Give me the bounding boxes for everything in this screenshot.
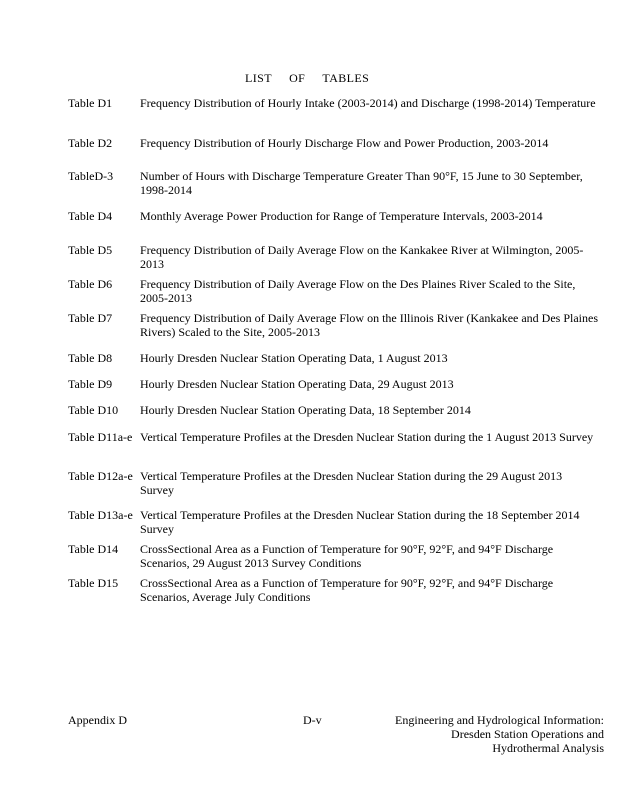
table-title: Hourly Dresden Nuclear Station Operating Data, 29 August 2013 [140,377,454,391]
table-title: Number of Hours with Discharge Temperature Greater Than 90°F, 15 June to 30 September, 1998-2014 [140,169,583,197]
table-title: Vertical Temperature Profiles at the Dresden Nuclear Station during the 29 August 2013 Survey [140,469,563,497]
table-title: Hourly Dresden Nuclear Station Operating Data, 1 August 2013 [140,351,448,365]
table-label: Table D15 [68,576,119,590]
table-label: Table D1 [68,96,113,110]
table-label: Table D6 [68,277,113,291]
table-title: CrossSectional Area as a Function of Temperature for 90°F, 92°F, and 94°F Discharge Scenarios, 29 August 2013 Survey Conditions [140,542,554,570]
table-label: Table D9 [68,377,113,391]
table-title: Hourly Dresden Nuclear Station Operating Data, 18 September 2014 [140,403,471,417]
table-entry-d1[interactable] [68,96,598,110]
table-label: Table D11a-e [68,430,133,444]
table-title: Vertical Temperature Profiles at the Dresden Nuclear Station during the 18 September 2014 Survey [140,508,580,536]
table-label: Table D5 [68,243,113,257]
table-entry-d10[interactable] [68,403,598,417]
table-label: Table D14 [68,542,119,556]
table-label: Table D7 [68,311,113,325]
table-title: Frequency Distribution of Hourly Intake (2003-2014) and Discharge (1998-2014) Temperature [140,96,596,110]
table-title: Frequency Distribution of Daily Average Flow on the Kankakee River at Wilmington, 2005-2013 [140,243,584,271]
footer-appendix: Appendix D [68,713,127,727]
table-entry-d9[interactable] [68,377,598,391]
table-title: Frequency Distribution of Daily Average Flow on the Illinois River (Kankakee and Des Plaines Rivers) Scaled to the Site, 2005-2013 [140,311,599,339]
table-entry-d2[interactable] [68,136,598,150]
table-entry-d4[interactable] [68,209,598,223]
table-title: Vertical Temperature Profiles at the Dresden Nuclear Station during the 1 August 2013 Survey [140,430,594,444]
table-entry-d12[interactable] [68,469,598,497]
table-entry-d6[interactable] [68,277,598,305]
table-label: Table D12a-e [68,469,133,483]
table-label: Table D4 [68,209,113,223]
footer-page-number: D-v [303,713,322,727]
table-entry-d14[interactable] [68,542,598,570]
footer-title-line: Dresden Station Operations and [451,727,604,741]
table-label: TableD-3 [68,169,114,183]
table-entry-d15[interactable] [68,576,598,604]
table-entry-d3[interactable] [68,169,598,197]
table-label: Table D13a-e [68,508,133,522]
footer-title-line: Hydrothermal Analysis [492,741,604,755]
footer-document-title [360,713,604,755]
table-entry-d5[interactable] [68,243,598,271]
table-entry-d7[interactable] [68,311,598,339]
table-label: Table D10 [68,403,119,417]
table-entry-d13[interactable] [68,508,598,536]
table-label: Table D2 [68,136,113,150]
page-title: LIST OF TABLES [245,71,370,85]
table-title: Monthly Average Power Production for Range of Temperature Intervals, 2003-2014 [140,209,543,223]
table-title: Frequency Distribution of Daily Average Flow on the Des Plaines River Scaled to the Site, 2005-2013 [140,277,576,305]
table-title: CrossSectional Area as a Function of Temperature for 90°F, 92°F, and 94°F Discharge Scenarios, Average July Conditions [140,576,554,604]
table-label: Table D8 [68,351,113,365]
table-title: Frequency Distribution of Hourly Discharge Flow and Power Production, 2003-2014 [140,136,549,150]
table-entry-d8[interactable] [68,351,598,365]
table-entry-d11[interactable] [68,430,598,444]
footer-title-line: Engineering and Hydrological Information: [395,713,604,727]
